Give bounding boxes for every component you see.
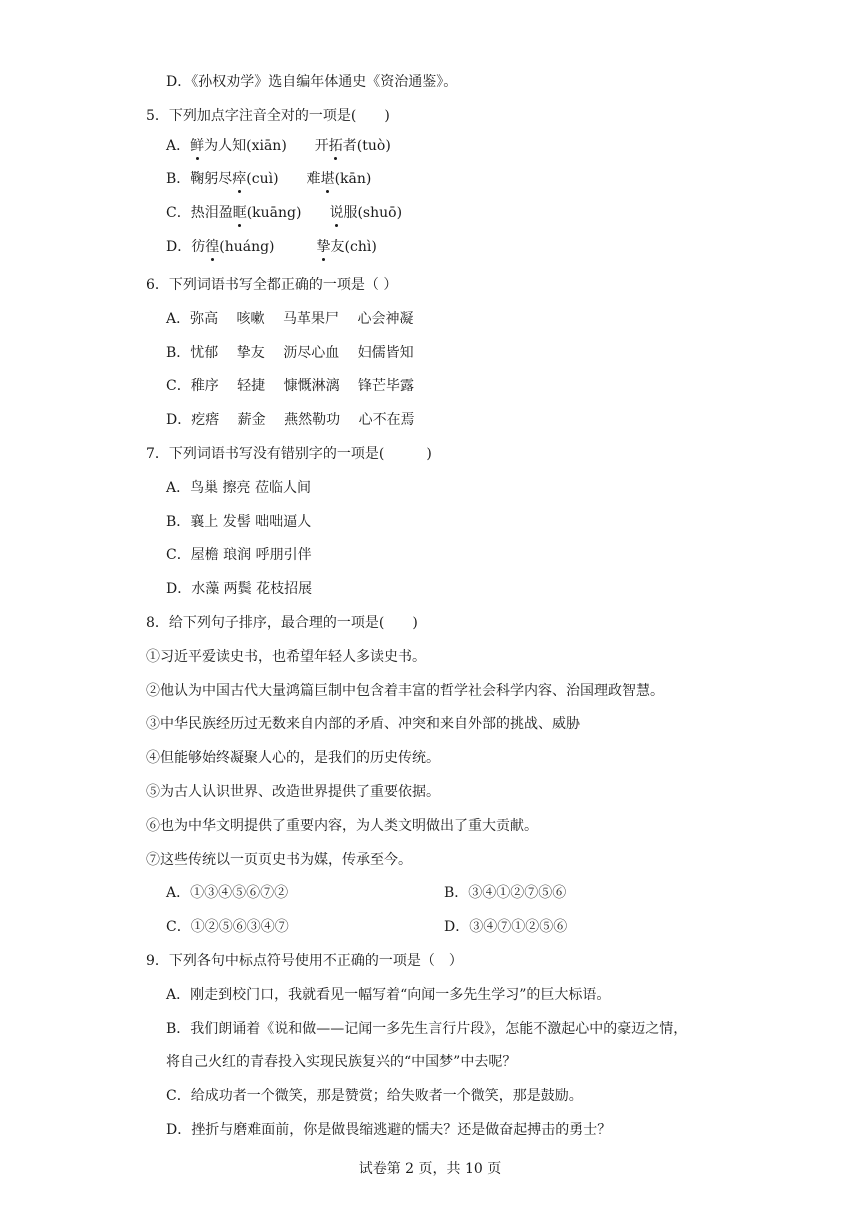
dotted-char: 瘁 [232, 171, 247, 187]
q8-option-a: A．①③④⑤⑥⑦② [166, 885, 289, 901]
q8-sentence-7: ⑦这些传统以一页页史书为媒，传承至今。 [146, 852, 412, 868]
dotted-char: 堪 [320, 171, 335, 187]
q9-option-c: C．给成功者一个微笑，那是赞赏；给失败者一个微笑，那是鼓励。 [166, 1088, 583, 1104]
q8-sentence-2: ②他认为中国古代大量鸿篇巨制中包含着丰富的哲学社会科学内容、治国理政智慧。 [146, 683, 664, 699]
q8-sentence-6: ⑥也为中华文明提供了重要内容，为人类文明做出了重大贡献。 [146, 818, 538, 834]
dotted-char: 鲜 [190, 138, 205, 154]
option-text: (huáng) [219, 239, 317, 255]
q8-sentence-5: ⑤为古人认识世界、改造世界提供了重要依据。 [146, 784, 440, 800]
q9-option-d: D．挫折与磨难面前，你是做畏缩逃避的懦夫？还是做奋起搏击的勇士？ [166, 1122, 612, 1138]
dotted-char: 说 [329, 205, 344, 221]
option-text: (cuì) 难 [246, 171, 321, 187]
question-6-stem: 6．下列词语书写全都正确的一项是（ ） [146, 277, 398, 293]
q6-option-c: C．稚序 轻捷 慷慨淋漓 锋芒毕露 [166, 378, 415, 394]
dotted-char: 眶 [232, 205, 247, 221]
q8-option-c: C．①②⑤⑥③④⑦ [166, 919, 289, 935]
option-text: (kān) [334, 171, 372, 187]
option-text: 热泪盈 [190, 205, 233, 221]
q6-option-b: B．忧郁 挚友 沥尽心血 妇儒皆知 [166, 345, 414, 361]
q7-option-c: C．屋檐 琅润 呼朋引伴 [166, 547, 312, 563]
dotted-char: 徨 [205, 239, 220, 255]
page-footer: 试卷第 2 页，共 10 页 [358, 1161, 502, 1177]
q5-option-b [166, 169, 371, 189]
option-label: C． [166, 205, 191, 221]
dotted-char: 拓 [328, 138, 343, 154]
option-label: B． [166, 171, 191, 187]
option-label: A． [166, 138, 191, 154]
option-d-previous: D．《孙权劝学》选自编年体通史《资治通鉴》。 [166, 74, 458, 90]
option-text: 友(chì) [330, 239, 377, 255]
q5-option-a [166, 136, 391, 156]
option-text: 彷 [191, 239, 206, 255]
option-label: D． [166, 239, 192, 255]
q7-option-b: B．襄上 发髻 咄咄逼人 [166, 514, 312, 530]
q9-option-b: B．我们朗诵着《说和做——记闻一多先生言行片段》，怎能不激起心中的豪迈之情， [166, 1021, 688, 1037]
q8-sentence-3: ③中华民族经历过无数来自内部的矛盾、冲突和来自外部的挑战、威胁 [146, 716, 580, 732]
q7-option-a: A．鸟巢 擦亮 莅临人间 [166, 480, 312, 496]
q8-option-d: D．③④⑦①②⑤⑥ [444, 919, 568, 935]
question-9-stem: 9．下列各句中标点符号使用不正确的一项是（ ） [146, 953, 463, 969]
q8-option-b: B．③④①②⑦⑤⑥ [444, 885, 567, 901]
q6-option-d: D．疙瘩 薪金 燕然勒功 心不在焉 [166, 412, 415, 428]
option-text: 服(shuō) [343, 205, 403, 221]
q5-option-d [166, 237, 377, 257]
option-text: 鞠躬尽 [190, 171, 233, 187]
question-8-stem: 8．给下列句子排序，最合理的一项是( ) [146, 615, 418, 631]
dotted-char: 挚 [316, 239, 331, 255]
q6-option-a: A．弥高 咳嗽 马革果尸 心会神凝 [166, 311, 414, 327]
q5-option-c [166, 203, 402, 223]
q9-option-a: A．刚走到校门口，我就看见一幅写着“向闻一多先生学习”的巨大标语。 [166, 987, 611, 1003]
question-5-stem: 5．下列加点字注音全对的一项是( ) [146, 108, 390, 124]
q8-sentence-4: ④但能够始终凝聚人心的，是我们的历史传统。 [146, 750, 440, 766]
q7-option-d: D．水藻 两鬓 花枝招展 [166, 581, 313, 597]
q8-sentence-1: ①习近平爱读史书，也希望年轻人多读史书。 [146, 649, 426, 665]
option-text: 者(tuò) [342, 138, 391, 154]
question-7-stem: 7．下列词语书写没有错别字的一项是( ) [146, 446, 432, 462]
q9-option-b-continued: 将自己火红的青春投入实现民族复兴的“中国梦”中去呢？ [166, 1054, 517, 1070]
option-text: (kuāng) [246, 205, 330, 221]
option-text: 为人知(xiān) 开 [204, 138, 329, 154]
